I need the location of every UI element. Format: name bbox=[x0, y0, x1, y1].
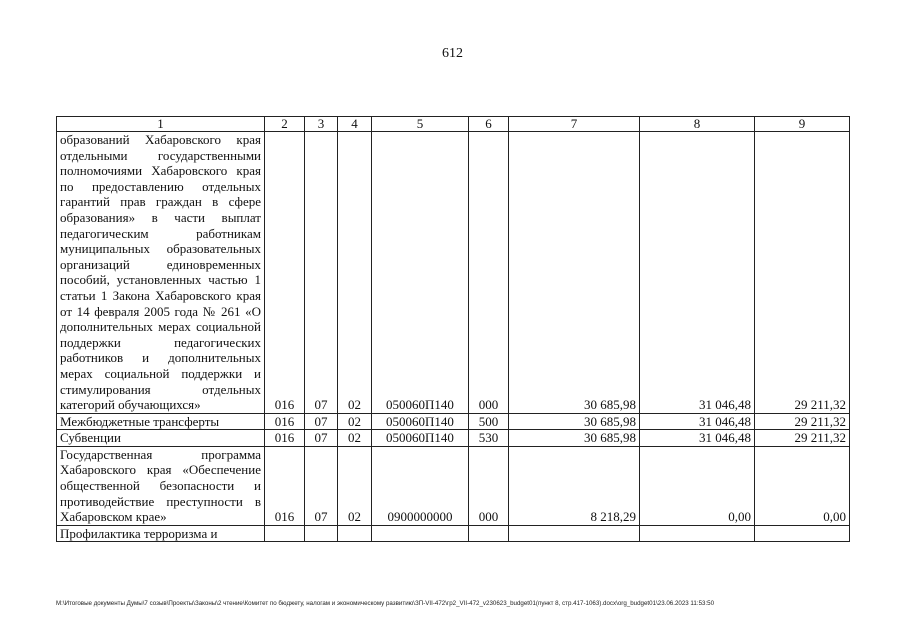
cell-section bbox=[305, 525, 338, 542]
cell-amount-7: 30 685,98 bbox=[509, 132, 640, 414]
page-number: 612 bbox=[442, 46, 463, 61]
cell-amount-9: 29 211,32 bbox=[755, 430, 850, 447]
cell-amount-9: 0,00 bbox=[755, 446, 850, 525]
column-header: 6 bbox=[469, 117, 509, 132]
cell-target-article: 050060П140 bbox=[372, 413, 469, 430]
cell-expense-type: 000 bbox=[469, 446, 509, 525]
row-name: Профилактика терроризма и bbox=[57, 525, 265, 542]
table-row bbox=[57, 446, 850, 525]
cell-subsection: 02 bbox=[338, 132, 372, 414]
row-name: Межбюджетные трансферты bbox=[57, 413, 265, 430]
table-row bbox=[57, 430, 850, 447]
cell-section: 07 bbox=[305, 132, 338, 414]
cell-target-article: 0900000000 bbox=[372, 446, 469, 525]
column-header: 5 bbox=[372, 117, 469, 132]
cell-amount-7: 30 685,98 bbox=[509, 413, 640, 430]
cell-target-article: 050060П140 bbox=[372, 430, 469, 447]
cell-expense-type: 500 bbox=[469, 413, 509, 430]
row-name: Государственная программа Хабаровского края «Обеспечение общественной безопасности и противодействие преступности в Хабаровском крае» bbox=[57, 446, 265, 525]
cell-amount-9 bbox=[755, 525, 850, 542]
cell-subsection bbox=[338, 525, 372, 542]
cell-code: 016 bbox=[265, 430, 305, 447]
budget-table bbox=[56, 116, 850, 542]
cell-code bbox=[265, 525, 305, 542]
row-name: образований Хабаровского края отдельными государственными полномочиями Хабаровского края по предоставлению отдельных гарантий прав граждан в сфере образования» в части выплат педагогическим работникам муниципальных образовательных организаций единовременных пособий, установленных частью 1 статьи 1 Закона Хабаровского края от 14 февраля 2005 года № 261 «О дополнительных мерах социальной поддержки педагогических работников и дополнительных мерах социальной поддержки и стимулирования отдельных категорий обучающихся» bbox=[57, 132, 265, 414]
cell-code: 016 bbox=[265, 132, 305, 414]
table-row bbox=[57, 132, 850, 414]
column-header: 1 bbox=[57, 117, 265, 132]
table-header-row bbox=[57, 117, 850, 132]
cell-amount-9: 29 211,32 bbox=[755, 132, 850, 414]
cell-code: 016 bbox=[265, 446, 305, 525]
cell-amount-8 bbox=[640, 525, 755, 542]
cell-subsection: 02 bbox=[338, 446, 372, 525]
cell-subsection: 02 bbox=[338, 413, 372, 430]
cell-amount-7: 30 685,98 bbox=[509, 430, 640, 447]
cell-amount-8: 0,00 bbox=[640, 446, 755, 525]
row-name: Субвенции bbox=[57, 430, 265, 447]
cell-target-article bbox=[372, 525, 469, 542]
cell-section: 07 bbox=[305, 430, 338, 447]
cell-section: 07 bbox=[305, 446, 338, 525]
cell-amount-7 bbox=[509, 525, 640, 542]
document-path-footer: M:\Итоговые документы Думы\7 созыв\Проекты\Законы\2 чтение\Комитет по бюджету, налогам и экономическому развитию\ЗП-VII-472\гр2_VII-472_v230623_budget01(пункт 8, стр.417-1063).docx\org_budget01\23.06.2023 11:53:50 bbox=[56, 600, 715, 607]
cell-subsection: 02 bbox=[338, 430, 372, 447]
column-header: 2 bbox=[265, 117, 305, 132]
cell-section: 07 bbox=[305, 413, 338, 430]
cell-amount-8: 31 046,48 bbox=[640, 132, 755, 414]
column-header: 7 bbox=[509, 117, 640, 132]
cell-expense-type: 000 bbox=[469, 132, 509, 414]
cell-target-article: 050060П140 bbox=[372, 132, 469, 414]
table-row bbox=[57, 525, 850, 542]
cell-code: 016 bbox=[265, 413, 305, 430]
column-header: 8 bbox=[640, 117, 755, 132]
cell-expense-type bbox=[469, 525, 509, 542]
column-header: 9 bbox=[755, 117, 850, 132]
cell-amount-8: 31 046,48 bbox=[640, 413, 755, 430]
table-row bbox=[57, 413, 850, 430]
cell-amount-9: 29 211,32 bbox=[755, 413, 850, 430]
cell-amount-8: 31 046,48 bbox=[640, 430, 755, 447]
cell-expense-type: 530 bbox=[469, 430, 509, 447]
column-header: 4 bbox=[338, 117, 372, 132]
cell-amount-7: 8 218,29 bbox=[509, 446, 640, 525]
column-header: 3 bbox=[305, 117, 338, 132]
